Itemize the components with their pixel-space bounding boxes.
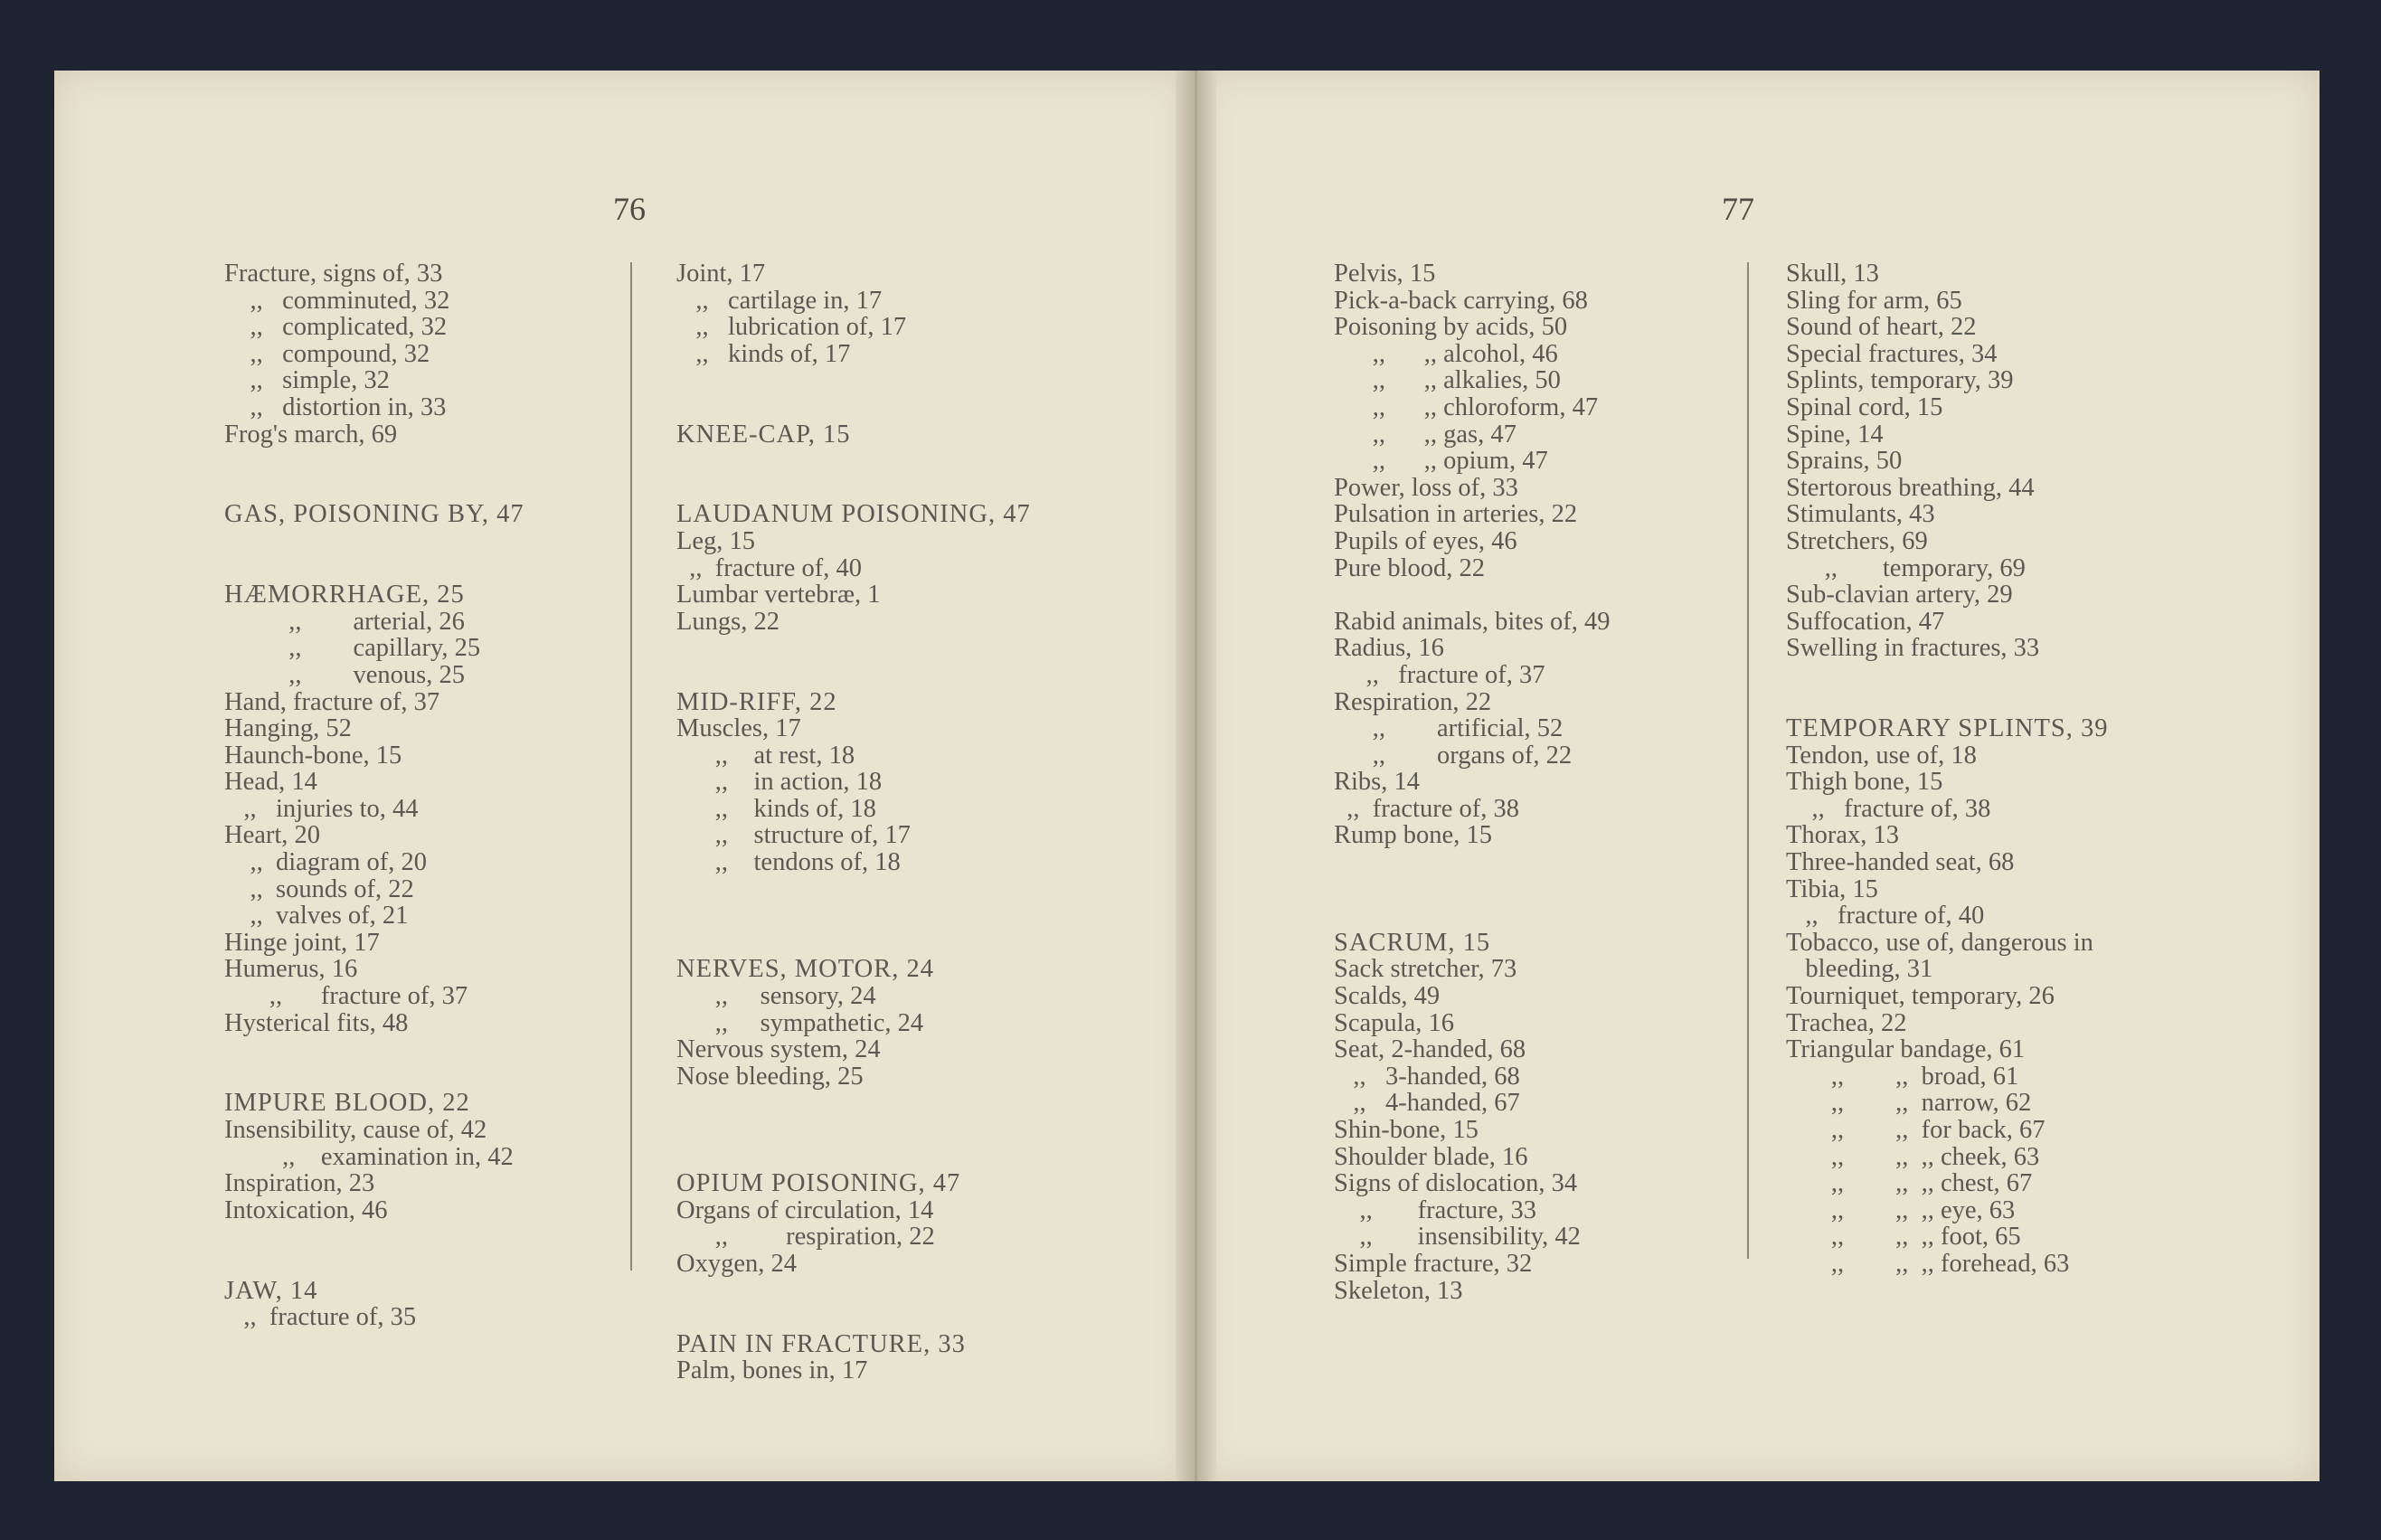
index-entry: ,, structure of, 17 [676, 821, 911, 850]
blank-line [676, 876, 1147, 903]
index-column-right-2 [1786, 260, 2256, 1278]
index-entry: Joint, 17 [676, 260, 766, 288]
column-rule-right [1747, 262, 1749, 1259]
index-entry: ,, fracture of, 38 [1334, 794, 1519, 823]
index-entry: ,, simple, 32 [224, 366, 390, 395]
blank-line [676, 1278, 1147, 1305]
index-entry: Spine, 14 [1786, 420, 1884, 449]
index-entry: ,, fracture of, 40 [1786, 902, 1985, 931]
index-entry: ,, examination in, 42 [224, 1142, 514, 1171]
index-entry: ,, ,, for back, 67 [1786, 1116, 2046, 1144]
index-entry: Heart, 20 [224, 821, 321, 850]
index-entry: Sling for arm, 65 [1786, 286, 1962, 315]
blank-line [224, 475, 694, 502]
index-entry: Three-handed seat, 68 [1786, 848, 2015, 877]
index-entry: Special fractures, 34 [1786, 339, 1998, 368]
index-entry: Suffocation, 47 [1786, 607, 1945, 636]
index-entry: Head, 14 [224, 768, 317, 797]
index-entry: Scapula, 16 [1334, 1008, 1454, 1037]
blank-line [676, 662, 1147, 689]
index-entry: Hanging, 52 [224, 714, 352, 743]
index-entry: ,, kinds of, 18 [676, 794, 876, 823]
blank-line [676, 1117, 1147, 1144]
index-entry: Inspiration, 23 [224, 1169, 375, 1198]
index-entry: LAUDANUM POISONING, 47 [676, 500, 1031, 529]
index-entry: ,, ,, ,, forehead, 63 [1786, 1249, 2070, 1278]
index-entry: ,, fracture of, 37 [1334, 660, 1545, 689]
index-entry: Hand, fracture of, 37 [224, 687, 440, 716]
index-entry: ,, fracture, 33 [1334, 1195, 1536, 1224]
index-entry: Poisoning by acids, 50 [1334, 313, 1568, 342]
index-entry: ,, compound, 32 [224, 339, 430, 368]
index-entry: ,, cartilage in, 17 [676, 286, 883, 315]
index-entry: Hinge joint, 17 [224, 928, 380, 957]
index-entry: ,, 3-handed, 68 [1334, 1062, 1520, 1091]
index-entry: PAIN IN FRACTURE, 33 [676, 1329, 966, 1358]
blank-line [224, 555, 694, 582]
index-entry: Ribs, 14 [1334, 768, 1421, 797]
index-entry: Shoulder blade, 16 [1334, 1142, 1528, 1171]
index-entry: Frog's march, 69 [224, 420, 398, 449]
blank-line [1334, 581, 1804, 609]
index-entry: Hysterical fits, 48 [224, 1008, 409, 1037]
index-entry: ,, ,, alkalies, 50 [1334, 366, 1561, 395]
index-entry: Insensibility, cause of, 42 [224, 1116, 487, 1144]
blank-line [224, 1063, 694, 1091]
index-entry: Pelvis, 15 [1334, 260, 1436, 288]
index-entry: Lungs, 22 [676, 607, 779, 636]
index-entry: Rabid animals, bites of, 49 [1334, 607, 1611, 636]
index-entry: Swelling in fractures, 33 [1786, 634, 2040, 663]
index-entry: ,, artificial, 52 [1334, 714, 1564, 743]
index-entry: Nervous system, 24 [676, 1035, 881, 1064]
index-entry: Pick-a-back carrying, 68 [1334, 286, 1588, 315]
index-entry: Muscles, 17 [676, 714, 801, 743]
index-entry: Sound of heart, 22 [1786, 313, 1977, 342]
index-entry: Palm, bones in, 17 [676, 1356, 868, 1385]
column-rule-left [630, 262, 632, 1271]
index-entry: ,, fracture of, 38 [1786, 794, 1991, 823]
index-entry: ,, in action, 18 [676, 768, 883, 797]
index-entry: Rump bone, 15 [1334, 821, 1492, 850]
index-entry: bleeding, 31 [1786, 955, 1933, 984]
index-entry: NERVES, MOTOR, 24 [676, 955, 934, 984]
blank-line [676, 367, 1147, 394]
blank-line [224, 1251, 694, 1278]
blank-line [676, 635, 1147, 662]
index-entry: Simple fracture, 32 [1334, 1249, 1533, 1278]
index-entry: ,, at rest, 18 [676, 741, 855, 770]
index-entry: ,, ,, ,, eye, 63 [1786, 1195, 2016, 1224]
index-entry: ,, ,, chloroform, 47 [1334, 392, 1599, 421]
index-entry: KNEE-CAP, 15 [676, 420, 851, 449]
blank-line [224, 1036, 694, 1063]
index-entry: Power, loss of, 33 [1334, 473, 1518, 502]
blank-line [676, 930, 1147, 957]
index-entry: Tendon, use of, 18 [1786, 741, 1977, 770]
blank-line [676, 1304, 1147, 1331]
index-entry: ,, ,, alcohol, 46 [1334, 339, 1558, 368]
index-entry: Stretchers, 69 [1786, 526, 1928, 555]
index-entry: Seat, 2-handed, 68 [1334, 1035, 1526, 1064]
index-entry: Intoxication, 46 [224, 1195, 388, 1224]
index-entry: ,, capillary, 25 [224, 634, 481, 663]
index-entry: MID-RIFF, 22 [676, 687, 837, 716]
blank-line [676, 475, 1147, 502]
index-entry: ,, complicated, 32 [224, 313, 448, 342]
index-entry: OPIUM POISONING, 47 [676, 1169, 961, 1198]
book-gutter [1176, 71, 1216, 1481]
index-entry: Haunch-bone, 15 [224, 741, 402, 770]
index-entry: ,, diagram of, 20 [224, 848, 427, 877]
blank-line [224, 448, 694, 475]
blank-line [1334, 902, 1804, 930]
index-entry: IMPURE BLOOD, 22 [224, 1089, 470, 1118]
index-entry: ,, distortion in, 33 [224, 392, 447, 421]
index-entry: ,, injuries to, 44 [224, 794, 419, 823]
index-entry: ,, insensibility, 42 [1334, 1223, 1581, 1252]
index-entry: TEMPORARY SPLINTS, 39 [1786, 714, 2109, 743]
blank-line [676, 902, 1147, 930]
index-entry: JAW, 14 [224, 1276, 318, 1305]
index-entry: ,, ,, narrow, 62 [1786, 1089, 2032, 1118]
blank-line [676, 448, 1147, 475]
blank-line [1786, 689, 2256, 716]
blank-line [1334, 876, 1804, 903]
index-entry: Oxygen, 24 [676, 1249, 797, 1278]
index-entry: Splints, temporary, 39 [1786, 366, 2014, 395]
index-entry: Sack stretcher, 73 [1334, 955, 1517, 984]
index-entry: ,, temporary, 69 [1786, 553, 2026, 582]
blank-line [1334, 849, 1804, 876]
index-entry: Fracture, signs of, 33 [224, 260, 443, 288]
blank-line [1786, 662, 2256, 689]
index-entry: Shin-bone, 15 [1334, 1116, 1479, 1144]
index-entry: ,, venous, 25 [224, 660, 465, 689]
index-entry: Thigh bone, 15 [1786, 768, 1943, 797]
blank-line [224, 528, 694, 555]
index-entry: Spinal cord, 15 [1786, 392, 1943, 421]
page-number-left: 76 [613, 191, 646, 227]
index-entry: Skull, 13 [1786, 260, 1879, 288]
index-entry: ,, sympathetic, 24 [676, 1008, 924, 1037]
page-number-right: 77 [1722, 191, 1754, 227]
index-entry: ,, tendons of, 18 [676, 848, 901, 877]
index-entry: ,, comminuted, 32 [224, 286, 450, 315]
index-entry: Stimulants, 43 [1786, 500, 1935, 529]
index-entry: ,, ,, ,, chest, 67 [1786, 1169, 2033, 1198]
index-entry: ,, ,, ,, foot, 65 [1786, 1223, 2021, 1252]
index-entry: Scalds, 49 [1334, 982, 1441, 1011]
index-entry: Humerus, 16 [224, 955, 358, 984]
index-entry: Sprains, 50 [1786, 447, 1903, 476]
index-entry: ,, ,, opium, 47 [1334, 447, 1548, 476]
blank-line [676, 1144, 1147, 1171]
index-entry: Thorax, 13 [1786, 821, 1900, 850]
index-entry: ,, arterial, 26 [224, 607, 465, 636]
index-entry: Trachea, 22 [1786, 1008, 1907, 1037]
index-entry: ,, sensory, 24 [676, 982, 876, 1011]
index-entry: ,, 4-handed, 67 [1334, 1089, 1520, 1118]
index-entry: ,, respiration, 22 [676, 1223, 935, 1252]
index-column-left-2 [676, 260, 1147, 1384]
index-entry: ,, ,, gas, 47 [1334, 420, 1516, 449]
index-entry: ,, fracture of, 37 [224, 982, 468, 1011]
index-entry: ,, sounds of, 22 [224, 874, 414, 903]
index-entry: ,, ,, broad, 61 [1786, 1062, 2019, 1091]
index-column-right-1 [1334, 260, 1804, 1304]
index-entry: ,, lubrication of, 17 [676, 313, 907, 342]
index-entry: Tibia, 15 [1786, 874, 1878, 903]
index-entry: Pure blood, 22 [1334, 553, 1486, 582]
index-entry: Pulsation in arteries, 22 [1334, 500, 1578, 529]
index-entry: ,, fracture of, 40 [676, 553, 862, 582]
index-entry: Tourniquet, temporary, 26 [1786, 982, 2055, 1011]
index-entry: Signs of dislocation, 34 [1334, 1169, 1578, 1198]
index-column-left-1 [224, 260, 694, 1331]
index-entry: Lumbar vertebræ, 1 [676, 581, 881, 609]
index-entry: SACRUM, 15 [1334, 928, 1491, 957]
index-entry: GAS, POISONING BY, 47 [224, 500, 524, 529]
index-entry: Tobacco, use of, dangerous in [1786, 928, 2093, 957]
index-entry: ,, fracture of, 35 [224, 1303, 417, 1332]
index-entry: Nose bleeding, 25 [676, 1062, 864, 1091]
index-entry: Sub-clavian artery, 29 [1786, 581, 2013, 609]
index-entry: ,, ,, ,, cheek, 63 [1786, 1142, 2040, 1171]
index-entry: HÆMORRHAGE, 25 [224, 581, 465, 609]
index-entry: ,, valves of, 21 [224, 902, 409, 931]
index-entry: Organs of circulation, 14 [676, 1195, 934, 1224]
index-entry: Pupils of eyes, 46 [1334, 526, 1517, 555]
index-entry: ,, organs of, 22 [1334, 741, 1573, 770]
index-entry: Stertorous breathing, 44 [1786, 473, 2035, 502]
index-entry: Skeleton, 13 [1334, 1276, 1463, 1305]
index-entry: Respiration, 22 [1334, 687, 1492, 716]
index-entry: Triangular bandage, 61 [1786, 1035, 2026, 1064]
blank-line [676, 394, 1147, 421]
index-entry: ,, kinds of, 17 [676, 339, 851, 368]
index-entry: Radius, 16 [1334, 634, 1444, 663]
index-entry: Leg, 15 [676, 526, 756, 555]
blank-line [676, 1090, 1147, 1117]
blank-line [224, 1223, 694, 1251]
